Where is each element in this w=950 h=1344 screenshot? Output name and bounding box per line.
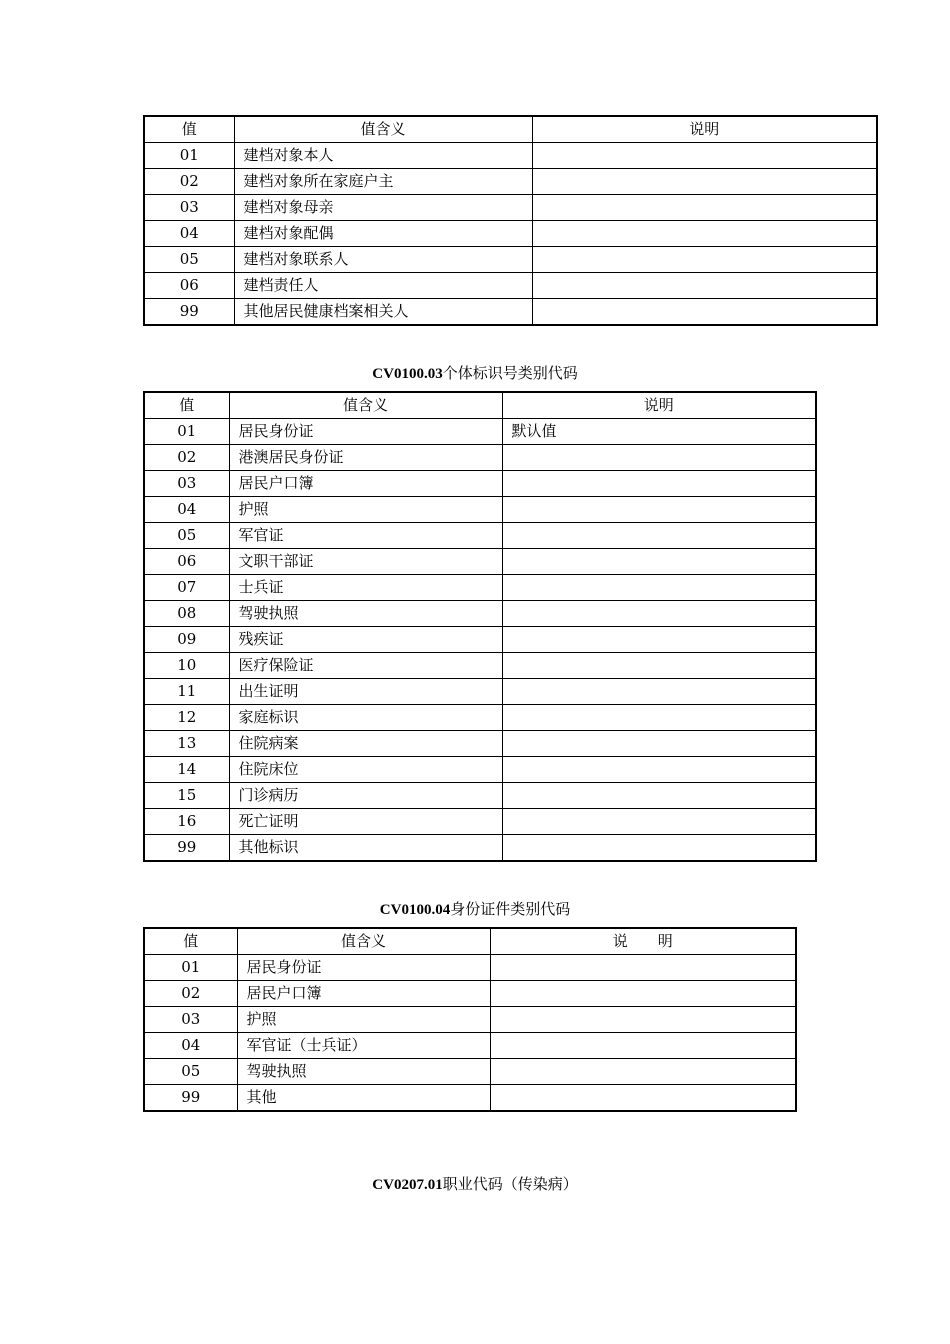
table-row [144, 273, 877, 299]
cell-meaning: 建档对象所在家庭户主 [234, 169, 532, 195]
table-row [144, 757, 816, 783]
table-header-row [144, 116, 877, 143]
caption-code: CV0207.01 [372, 1177, 443, 1193]
cell-note [502, 523, 816, 549]
cell-value: 02 [144, 445, 229, 471]
cell-note [502, 679, 816, 705]
section-caption-cv0207-01 [0, 1174, 950, 1195]
header-note: 说明 [532, 116, 877, 143]
cell-meaning: 驾驶执照 [237, 1059, 490, 1085]
cell-note [532, 195, 877, 221]
cell-value: 04 [144, 221, 234, 247]
cell-note [502, 627, 816, 653]
table-row [144, 601, 816, 627]
cell-value: 03 [144, 471, 229, 497]
table-row [144, 783, 816, 809]
cell-meaning: 残疾证 [229, 627, 502, 653]
cell-note [502, 549, 816, 575]
cell-note [532, 299, 877, 326]
cell-note [490, 1007, 796, 1033]
table-row [144, 1059, 796, 1085]
cell-meaning: 建档对象联系人 [234, 247, 532, 273]
header-note: 说 明 [490, 928, 796, 955]
header-meaning: 值含义 [237, 928, 490, 955]
cell-note [532, 169, 877, 195]
cell-meaning: 军官证（士兵证） [237, 1033, 490, 1059]
header-note: 说明 [502, 392, 816, 419]
cell-value: 05 [144, 1059, 237, 1085]
cell-note [502, 445, 816, 471]
caption-text: 身份证件类别代码 [450, 900, 571, 918]
relation-code-table [143, 115, 878, 326]
cell-value: 01 [144, 419, 229, 445]
cell-value: 99 [144, 299, 234, 326]
table-row [144, 679, 816, 705]
table-row [144, 169, 877, 195]
cell-value: 02 [144, 981, 237, 1007]
cell-note [532, 273, 877, 299]
table-caption-cv0100-04 [0, 899, 950, 920]
cell-value: 10 [144, 653, 229, 679]
cell-value: 14 [144, 757, 229, 783]
caption-text: 职业代码（传染病） [442, 1175, 578, 1193]
cell-meaning: 港澳居民身份证 [229, 445, 502, 471]
table-row [144, 1085, 796, 1112]
cell-value: 99 [144, 1085, 237, 1112]
cell-note [502, 575, 816, 601]
table-row [144, 627, 816, 653]
table-row [144, 653, 816, 679]
table-row [144, 731, 816, 757]
cell-value: 06 [144, 549, 229, 575]
cell-value: 13 [144, 731, 229, 757]
cell-value: 99 [144, 835, 229, 862]
cell-value: 09 [144, 627, 229, 653]
table-row [144, 247, 877, 273]
table-row [144, 705, 816, 731]
table-header-row [144, 928, 796, 955]
cell-note [502, 471, 816, 497]
cell-value: 04 [144, 1033, 237, 1059]
cell-note [502, 705, 816, 731]
cell-note [490, 1085, 796, 1112]
cell-meaning: 门诊病历 [229, 783, 502, 809]
cell-value: 15 [144, 783, 229, 809]
table-row [144, 471, 816, 497]
table-row [144, 299, 877, 326]
cell-meaning: 居民身份证 [229, 419, 502, 445]
caption-code: CV0100.04 [379, 902, 451, 918]
cell-note [502, 653, 816, 679]
table-row [144, 445, 816, 471]
cell-value: 12 [144, 705, 229, 731]
table-row [144, 549, 816, 575]
cell-value: 07 [144, 575, 229, 601]
cell-meaning: 军官证 [229, 523, 502, 549]
cell-note [532, 247, 877, 273]
cell-value: 03 [144, 1007, 237, 1033]
cell-value: 05 [144, 247, 234, 273]
table-header-row [144, 392, 816, 419]
cell-value: 16 [144, 809, 229, 835]
cell-note [502, 731, 816, 757]
cell-meaning: 居民户口簿 [237, 981, 490, 1007]
header-meaning: 值含义 [229, 392, 502, 419]
cell-meaning: 建档对象配偶 [234, 221, 532, 247]
cell-meaning: 家庭标识 [229, 705, 502, 731]
header-value: 值 [144, 116, 234, 143]
cell-meaning: 文职干部证 [229, 549, 502, 575]
cell-meaning: 建档对象母亲 [234, 195, 532, 221]
cell-meaning: 医疗保险证 [229, 653, 502, 679]
table-row [144, 195, 877, 221]
cell-meaning: 其他标识 [229, 835, 502, 862]
table-row [144, 981, 796, 1007]
identifier-type-code-table [143, 391, 817, 862]
header-meaning: 值含义 [234, 116, 532, 143]
cell-value: 03 [144, 195, 234, 221]
table-row [144, 1033, 796, 1059]
cell-value: 01 [144, 955, 237, 981]
table-row [144, 1007, 796, 1033]
cell-meaning: 其他 [237, 1085, 490, 1112]
cell-note [502, 757, 816, 783]
cell-meaning: 出生证明 [229, 679, 502, 705]
table-row [144, 523, 816, 549]
cell-note [502, 783, 816, 809]
cell-note [502, 601, 816, 627]
cell-value: 11 [144, 679, 229, 705]
cell-note [490, 1033, 796, 1059]
table-row [144, 575, 816, 601]
table-row [144, 221, 877, 247]
cell-meaning: 其他居民健康档案相关人 [234, 299, 532, 326]
cell-value: 05 [144, 523, 229, 549]
table-row [144, 419, 816, 445]
table-row [144, 143, 877, 169]
cell-note [502, 809, 816, 835]
table-row [144, 835, 816, 862]
id-document-type-code-table [143, 927, 797, 1112]
header-value: 值 [144, 392, 229, 419]
caption-text: 个体标识号类别代码 [442, 364, 578, 382]
cell-meaning: 驾驶执照 [229, 601, 502, 627]
cell-meaning: 居民户口簿 [229, 471, 502, 497]
cell-meaning: 居民身份证 [237, 955, 490, 981]
caption-code: CV0100.03 [372, 366, 443, 382]
cell-note [490, 981, 796, 1007]
cell-note [532, 143, 877, 169]
cell-note [490, 955, 796, 981]
cell-value: 01 [144, 143, 234, 169]
cell-meaning: 护照 [237, 1007, 490, 1033]
cell-meaning: 士兵证 [229, 575, 502, 601]
cell-note [532, 221, 877, 247]
cell-note [502, 835, 816, 862]
cell-value: 04 [144, 497, 229, 523]
cell-meaning: 建档对象本人 [234, 143, 532, 169]
header-value: 值 [144, 928, 237, 955]
cell-note [490, 1059, 796, 1085]
cell-note: 默认值 [502, 419, 816, 445]
cell-value: 02 [144, 169, 234, 195]
table-row [144, 497, 816, 523]
table-row [144, 809, 816, 835]
cell-note [502, 497, 816, 523]
cell-meaning: 住院床位 [229, 757, 502, 783]
cell-value: 08 [144, 601, 229, 627]
cell-meaning: 建档责任人 [234, 273, 532, 299]
table-caption-cv0100-03 [0, 363, 950, 384]
cell-meaning: 死亡证明 [229, 809, 502, 835]
cell-meaning: 护照 [229, 497, 502, 523]
cell-meaning: 住院病案 [229, 731, 502, 757]
cell-value: 06 [144, 273, 234, 299]
table-row [144, 955, 796, 981]
